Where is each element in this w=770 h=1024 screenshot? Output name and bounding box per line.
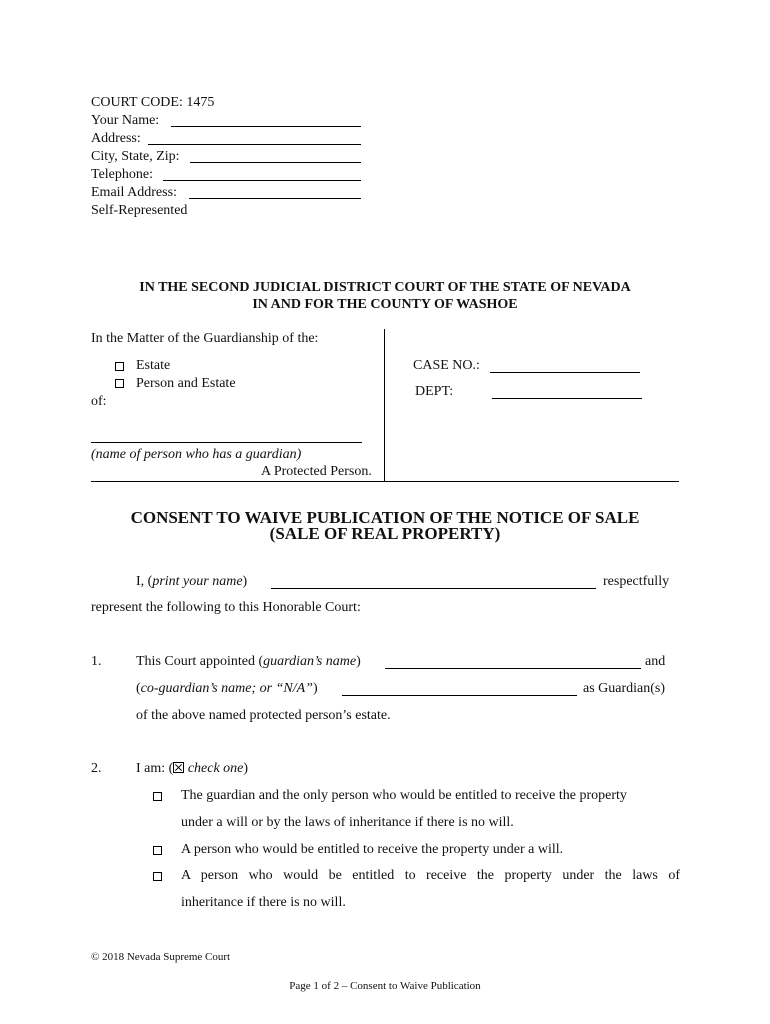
caption-divider-horizontal (91, 481, 679, 482)
item2-hint: check one (187, 761, 244, 776)
intro-line (136, 574, 247, 590)
email-label: Email Address: (91, 185, 177, 200)
option-inheritance-cont: inheritance if there is no will. (181, 895, 346, 910)
item1-line1 (136, 654, 361, 670)
item2-number: 2. (91, 761, 102, 776)
guardian-name-field[interactable] (385, 668, 641, 669)
dept-field[interactable] (492, 398, 642, 399)
dept-label: DEPT: (415, 384, 454, 399)
checked-box-icon (173, 762, 184, 773)
item1-line2 (136, 681, 318, 697)
option-will-label: A person who would be entitled to receive the property under a will. (181, 842, 564, 857)
telephone-label: Telephone: (91, 167, 153, 182)
item1-open-b: ( (136, 681, 141, 696)
email-field[interactable] (189, 198, 361, 199)
protected-person-name-field[interactable] (91, 442, 362, 443)
co-guardian-hint: co-guardian’s name; or “N/A” (140, 681, 313, 696)
estate-label: Estate (136, 358, 171, 373)
case-no-label: CASE NO.: (413, 358, 480, 373)
intro-tail: respectfully (603, 574, 670, 589)
protected-person-label: A Protected Person. (261, 464, 372, 479)
court-code: COURT CODE: 1475 (91, 95, 215, 110)
intro-prefix: I, ( (136, 574, 153, 589)
item1-and: and (645, 654, 666, 669)
case-no-field[interactable] (490, 372, 640, 373)
option-inheritance-checkbox[interactable] (153, 872, 162, 881)
item2-lead-line (136, 761, 248, 777)
item1-as-guardians: as Guardian(s) (583, 681, 666, 696)
city-state-zip-label: City, State, Zip: (91, 149, 180, 164)
option-inheritance-label: A person who would be entitled to receive the property under the laws of (181, 868, 680, 883)
option-guardian-only-checkbox[interactable] (153, 792, 162, 801)
page-footer: Page 1 of 2 – Consent to Waive Publication (289, 980, 481, 992)
of-label: of: (91, 394, 107, 409)
item1-close-b: ) (312, 681, 318, 696)
co-guardian-name-field[interactable] (342, 695, 577, 696)
address-label: Address: (91, 131, 141, 146)
address-field[interactable] (148, 144, 361, 145)
copyright: © 2018 Nevada Supreme Court (91, 951, 231, 963)
item2-close: ) (243, 761, 249, 776)
estate-checkbox[interactable] (115, 362, 124, 371)
document-title-line1: CONSENT TO WAIVE PUBLICATION OF THE NOTICE OF SALE (130, 508, 640, 527)
item1-number: 1. (91, 654, 102, 669)
court-heading-line1: IN THE SECOND JUDICIAL DISTRICT COURT OF THE STATE OF NEVADA (139, 280, 631, 295)
option-guardian-only-label: The guardian and the only person who would be entitled to receive the property (181, 788, 627, 803)
telephone-field[interactable] (163, 180, 361, 181)
matter-text: In the Matter of the Guardianship of the: (91, 331, 319, 346)
option-will-checkbox[interactable] (153, 846, 162, 855)
name-hint: (name of person who has a guardian) (91, 447, 302, 462)
document-title-line2: (SALE OF REAL PROPERTY) (269, 524, 501, 543)
your-name-field[interactable] (171, 126, 361, 127)
item2-lead: I am: ( (136, 761, 174, 776)
your-name-label: Your Name: (91, 113, 160, 128)
item1-close-a: ) (356, 654, 361, 669)
intro-hint: print your name (152, 574, 243, 589)
item1-line3: of the above named protected person’s estate. (136, 708, 391, 723)
self-represented: Self-Represented (91, 203, 188, 218)
person-and-estate-checkbox[interactable] (115, 379, 124, 388)
person-and-estate-label: Person and Estate (136, 376, 236, 391)
option-guardian-only-cont: under a will or by the laws of inheritance if there is no will. (181, 815, 514, 830)
item1-text-a: This Court appointed ( (136, 654, 264, 669)
court-heading-line2: IN AND FOR THE COUNTY OF WASHOE (252, 297, 518, 312)
guardian-name-hint: guardian’s name (263, 654, 357, 669)
city-state-zip-field[interactable] (190, 162, 361, 163)
intro-close: ) (242, 574, 248, 589)
print-name-field[interactable] (271, 588, 596, 589)
caption-divider-vertical (384, 329, 385, 482)
intro-line2: represent the following to this Honorable Court: (91, 600, 361, 615)
